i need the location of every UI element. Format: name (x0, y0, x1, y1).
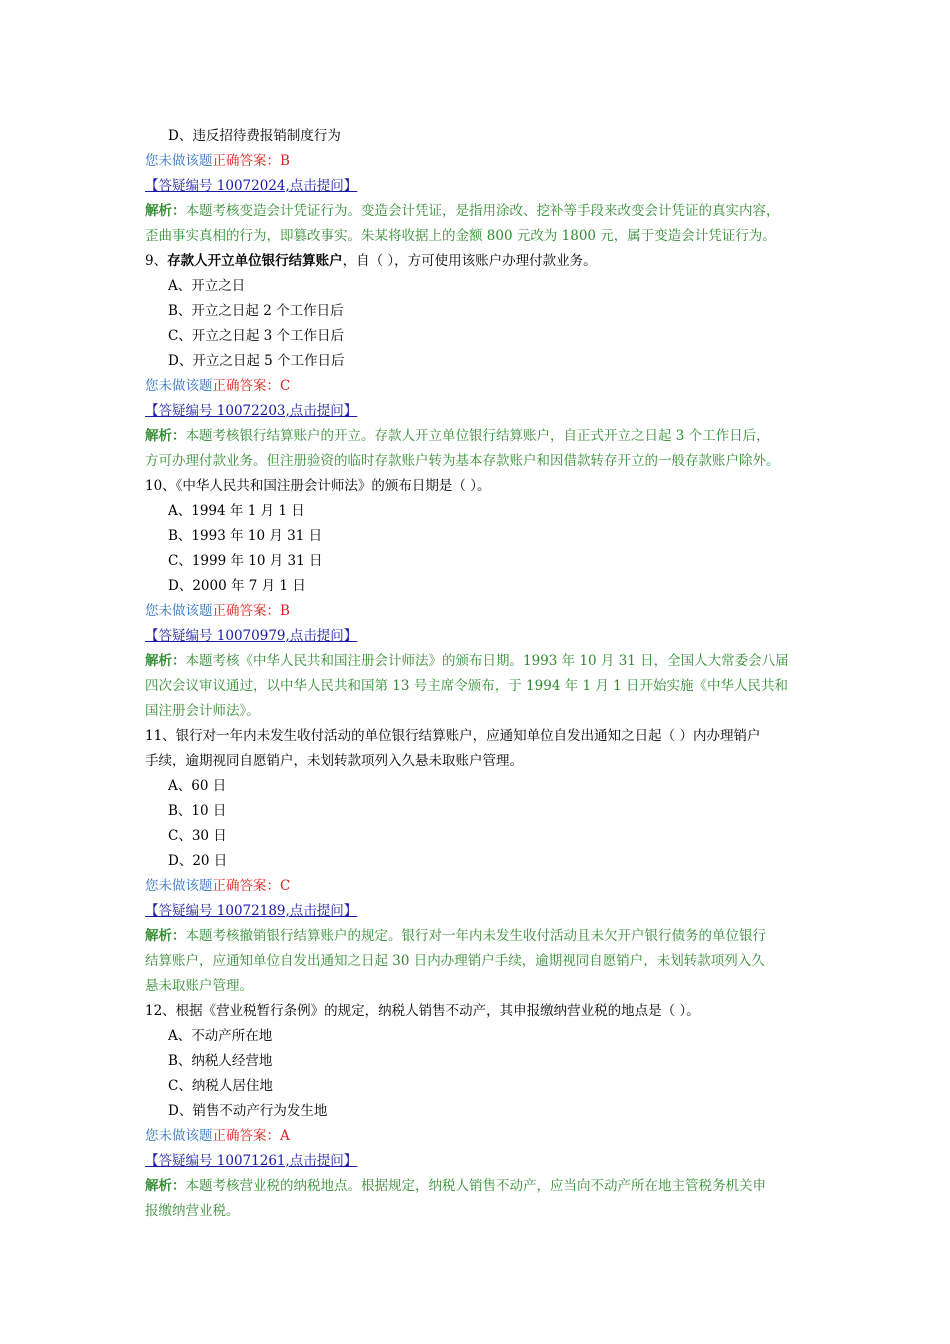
analysis-line: 歪曲事实真相的行为，即篡改事实。朱某将收据上的金额 800 元改为 1800 元，属于变造会计凭证行为。 (145, 228, 776, 244)
option-a: A、1994 年 1 月 1 日 (168, 503, 305, 519)
ask-question-link[interactable]: 【答疑编号 10070979,点击提问】 (145, 628, 358, 644)
option-c: C、开立之日起 3 个工作日后 (168, 328, 345, 344)
analysis-line: 本题考核银行结算账户的开立。存款人开立单位银行结算账户，自正式开立之日起 3 个工作日后， (185, 428, 770, 444)
option-d: D、20 日 (168, 853, 228, 869)
analysis (145, 199, 815, 249)
question-text: 10、《中华人民共和国注册会计师法》的颁布日期是（ ）。 (145, 478, 491, 494)
option-c: C、纳税人居住地 (168, 1078, 273, 1094)
question-rest: ，自（ ），方可使用该账户办理付款业务。 (342, 253, 597, 269)
question-block-11 (145, 724, 815, 999)
question-block-9 (145, 249, 815, 474)
option-d: D、开立之日起 5 个工作日后 (168, 353, 345, 369)
answer-line (145, 599, 815, 624)
question-text: 手续，逾期视同自愿销户，未划转款项列入久悬未取账户管理。 (145, 753, 523, 769)
answer-line (145, 149, 815, 174)
analysis (145, 649, 815, 724)
analysis-line: 本题考核变造会计凭证行为。变造会计凭证，是指用涂改、挖补等手段来改变会计凭证的真实内容， (185, 203, 780, 219)
answer-line (145, 874, 815, 899)
ask-question-link[interactable]: 【答疑编号 10072203,点击提问】 (145, 403, 358, 419)
analysis-line: 本题考核撤销银行结算账户的规定。银行对一年内未发生收付活动且未欠开户银行债务的单位银行 (185, 928, 766, 944)
not-answered-status: 您未做该题 (145, 878, 213, 894)
analysis-line: 国注册会计师法》。 (145, 703, 260, 719)
analysis-line: 悬未取账户管理。 (145, 978, 253, 994)
question-emphasis: 存款人开立单位银行结算账户 (167, 253, 343, 269)
not-answered-status: 您未做该题 (145, 603, 213, 619)
option-b: B、1993 年 10 月 31 日 (168, 528, 323, 544)
document-page (145, 124, 815, 1224)
analysis (145, 424, 815, 474)
not-answered-status: 您未做该题 (145, 378, 213, 394)
analysis-label: 解析： (145, 653, 186, 669)
analysis-label: 解析： (145, 428, 186, 444)
option-d: D、违反招待费报销制度行为 (168, 128, 341, 144)
question-text: 11、银行对一年内未发生收付活动的单位银行结算账户，应通知单位自发出通知之日起（ ）内办理销户 (145, 728, 761, 744)
answer-line (145, 374, 815, 399)
answer-line (145, 1124, 815, 1149)
option-b: B、开立之日起 2 个工作日后 (168, 303, 344, 319)
option-c: C、30 日 (168, 828, 227, 844)
analysis-line: 报缴纳营业税。 (145, 1203, 240, 1219)
option-a: A、60 日 (168, 778, 227, 794)
ask-question-link[interactable]: 【答疑编号 10072024,点击提问】 (145, 178, 358, 194)
analysis-label: 解析： (145, 203, 186, 219)
analysis (145, 1174, 815, 1224)
analysis-line: 本题考核《中华人民共和国注册会计师法》的颁布日期。1993 年 10 月 31 日，全国人大常委会八届 (185, 653, 789, 669)
option-b: B、纳税人经营地 (168, 1053, 273, 1069)
question-block-12 (145, 999, 815, 1224)
correct-answer: 正确答案：C (212, 878, 291, 894)
option-a: A、开立之日 (168, 278, 246, 294)
correct-answer: 正确答案：B (212, 153, 290, 169)
question-number: 9、 (145, 253, 168, 269)
analysis-line: 方可办理付款业务。但注册验资的临时存款账户转为基本存款账户和因借款转存开立的一般存款账户除外。 (145, 453, 780, 469)
question-text: 12、根据《营业税暂行条例》的规定，纳税人销售不动产，其申报缴纳营业税的地点是（ ）。 (145, 1003, 700, 1019)
correct-answer: 正确答案：B (212, 603, 290, 619)
option-d: D、销售不动产行为发生地 (168, 1103, 328, 1119)
question-block-10 (145, 474, 815, 724)
analysis-line: 结算账户，应通知单位自发出通知之日起 30 日内办理销户手续，逾期视同自愿销户，未划转款项列入久 (145, 953, 765, 969)
analysis-label: 解析： (145, 928, 186, 944)
option-a: A、不动产所在地 (168, 1028, 273, 1044)
analysis (145, 924, 815, 999)
ask-question-link[interactable]: 【答疑编号 10071261,点击提问】 (145, 1153, 358, 1169)
question-block-8 (145, 124, 815, 249)
not-answered-status: 您未做该题 (145, 153, 213, 169)
question-text (145, 249, 815, 274)
analysis-line: 四次会议审议通过，以中华人民共和国第 13 号主席令颁布，于 1994 年 1 月 1 日开始实施《中华人民共和 (145, 678, 789, 694)
option-b: B、10 日 (168, 803, 227, 819)
analysis-label: 解析： (145, 1178, 186, 1194)
ask-question-link[interactable]: 【答疑编号 10072189,点击提问】 (145, 903, 358, 919)
correct-answer: 正确答案：A (212, 1128, 290, 1144)
correct-answer: 正确答案：C (212, 378, 291, 394)
option-c: C、1999 年 10 月 31 日 (168, 553, 323, 569)
not-answered-status: 您未做该题 (145, 1128, 213, 1144)
analysis-line: 本题考核营业税的纳税地点。根据规定，纳税人销售不动产，应当向不动产所在地主管税务机关申 (185, 1178, 766, 1194)
option-d: D、2000 年 7 月 1 日 (168, 578, 306, 594)
